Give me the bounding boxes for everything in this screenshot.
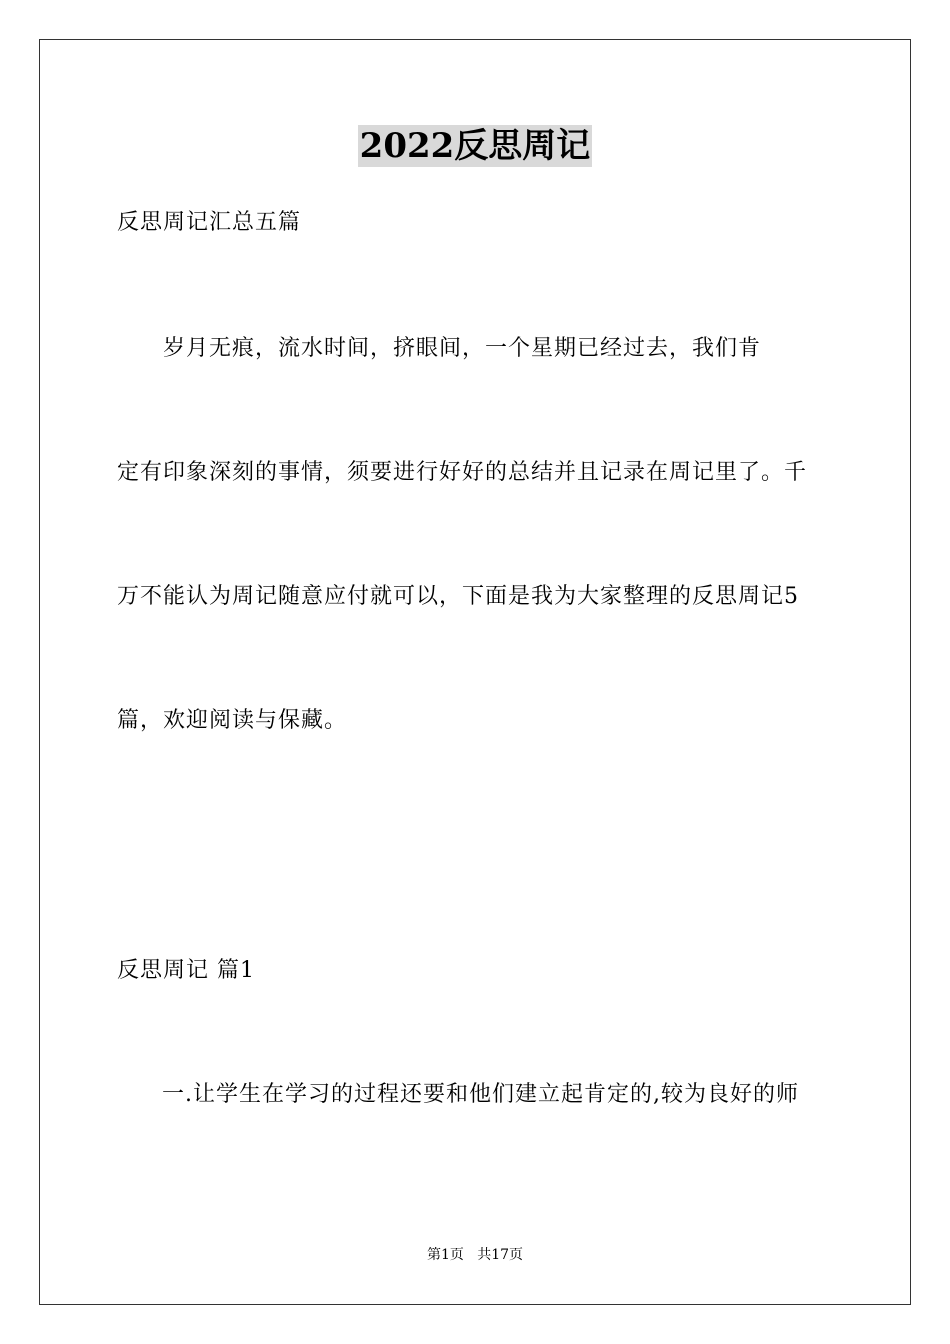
intro-line-4: 篇，欢迎阅读与保藏。 (117, 708, 348, 733)
intro-line-2: 定有印象深刻的事情，须要进行好好的总结并且记录在周记里了。千 (117, 460, 808, 485)
intro-line-1: 岁月无痕，流水时间，挤眼间，一个星期已经过去，我们肯 (117, 336, 762, 361)
intro-line-3: 万不能认为周记随意应付就可以，下面是我为大家整理的反思周记5 (117, 584, 799, 609)
section-paragraph-line: 一.让学生在学习的过程还要和他们建立起肯定的,较为良好的师 (139, 1082, 799, 1107)
document-title: 2022反思周记 (359, 126, 591, 166)
document-subtitle: 反思周记汇总五篇 (117, 210, 302, 235)
page-footer: 第1页 共17页 (426, 1247, 524, 1263)
section-heading: 反思周记 篇1 (117, 958, 255, 983)
title-container (0, 125, 950, 167)
